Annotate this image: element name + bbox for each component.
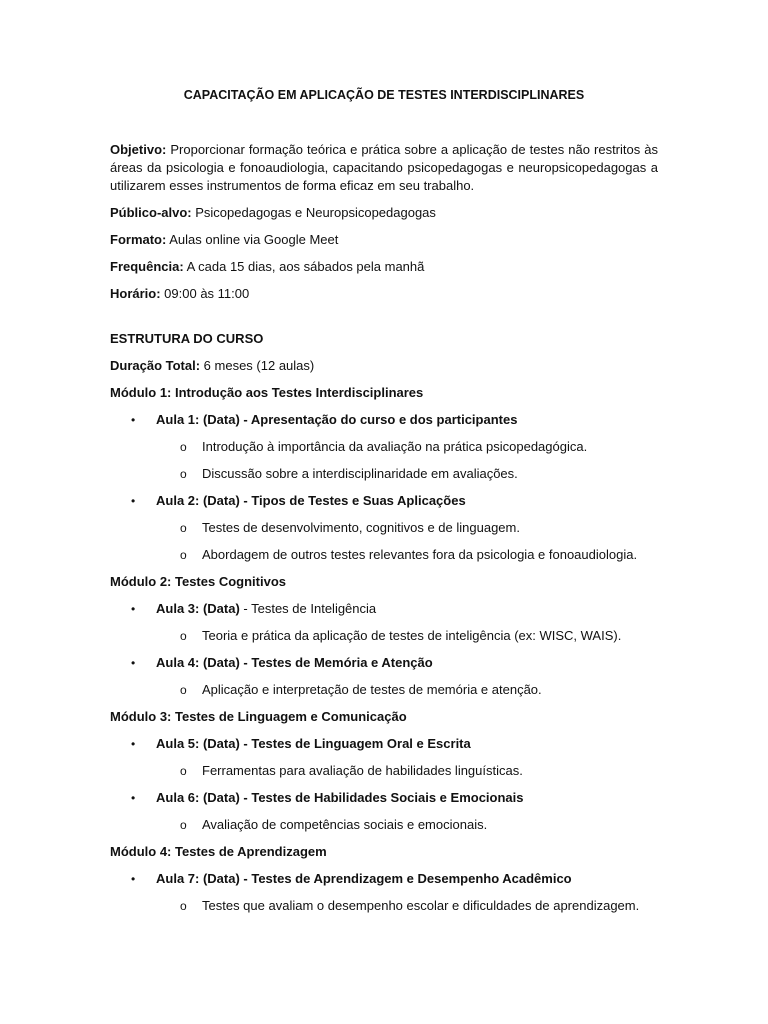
lesson-item xyxy=(110,735,658,780)
audience-line xyxy=(110,204,658,222)
circle-bullet-icon: o xyxy=(180,548,187,562)
lesson-list xyxy=(110,735,658,834)
format-label: Formato: xyxy=(110,232,167,247)
bullet-icon: • xyxy=(131,494,136,508)
topic-list xyxy=(156,681,658,699)
topic-item xyxy=(110,816,658,834)
lesson-title: Aula 2: (Data) - Tipos de Testes e Suas Aplicações xyxy=(156,493,466,508)
audience-text: Psicopedagogas e Neuropsicopedagogas xyxy=(191,205,436,220)
topic-item xyxy=(110,465,658,483)
bullet-icon: • xyxy=(131,413,136,427)
topic-item xyxy=(110,762,658,780)
topic-text: Abordagem de outros testes relevantes fora da psicologia e fonoaudiologia. xyxy=(202,547,638,562)
lesson-title: Aula 1: (Data) - Apresentação do curso e dos participantes xyxy=(156,412,518,427)
audience-label: Público-alvo: xyxy=(110,205,192,220)
lesson-list xyxy=(110,411,658,564)
circle-bullet-icon: o xyxy=(180,521,187,535)
topic-list xyxy=(156,438,658,483)
module-title: Módulo 3: Testes de Linguagem e Comunicação xyxy=(110,709,407,724)
document-content xyxy=(110,86,658,924)
schedule-line xyxy=(110,285,658,303)
duration-label: Duração Total: xyxy=(110,358,201,373)
lesson-item xyxy=(110,600,658,645)
topic-item xyxy=(110,519,658,537)
duration-text: 6 meses (12 aulas) xyxy=(200,358,315,373)
topic-text: Introdução à importância da avaliação na prática psicopedagógica. xyxy=(202,439,588,454)
frequency-label: Frequência: xyxy=(110,259,184,274)
circle-bullet-icon: o xyxy=(180,467,187,481)
bullet-icon: • xyxy=(131,656,136,670)
lesson-title: Aula 7: (Data) - Testes de Aprendizagem e Desempenho Acadêmico xyxy=(156,871,572,886)
topic-list xyxy=(156,762,658,780)
lesson-item xyxy=(110,870,658,915)
bullet-icon: • xyxy=(131,602,136,616)
module-title: Módulo 2: Testes Cognitivos xyxy=(110,574,286,589)
objective-paragraph xyxy=(110,141,658,195)
lesson-title: Aula 4: (Data) - Testes de Memória e Atenção xyxy=(156,655,433,670)
lesson-list xyxy=(110,600,658,699)
lesson-item xyxy=(110,654,658,699)
circle-bullet-icon: o xyxy=(180,440,187,454)
topic-item xyxy=(110,438,658,456)
topic-item xyxy=(110,897,658,915)
topic-item xyxy=(110,681,658,699)
lesson-title: Aula 3: (Data) xyxy=(156,601,240,616)
topic-text: Testes que avaliam o desempenho escolar e dificuldades de aprendizagem. xyxy=(202,898,640,913)
lesson-item xyxy=(110,492,658,564)
frequency-line xyxy=(110,258,658,276)
topic-text: Ferramentas para avaliação de habilidades linguísticas. xyxy=(202,763,523,778)
topic-list xyxy=(156,897,658,915)
format-line xyxy=(110,231,658,249)
schedule-label: Horário: xyxy=(110,286,161,301)
topic-list xyxy=(156,627,658,645)
topic-text: Teoria e prática da aplicação de testes de inteligência (ex: WISC, WAIS). xyxy=(202,628,622,643)
topic-list xyxy=(156,519,658,564)
objective-label: Objetivo: xyxy=(110,142,167,157)
circle-bullet-icon: o xyxy=(180,899,187,913)
circle-bullet-icon: o xyxy=(180,818,187,832)
frequency-text: A cada 15 dias, aos sábados pela manhã xyxy=(183,259,425,274)
topic-list xyxy=(156,816,658,834)
lesson-item xyxy=(110,789,658,834)
lesson-title: Aula 5: (Data) - Testes de Linguagem Oral e Escrita xyxy=(156,736,471,751)
structure-heading: ESTRUTURA DO CURSO xyxy=(110,331,264,346)
topic-text: Aplicação e interpretação de testes de memória e atenção. xyxy=(202,682,542,697)
topic-text: Testes de desenvolvimento, cognitivos e de linguagem. xyxy=(202,520,520,535)
lesson-item xyxy=(110,411,658,483)
bullet-icon: • xyxy=(131,737,136,751)
topic-text: Avaliação de competências sociais e emocionais. xyxy=(202,817,488,832)
lesson-subtitle: - Testes de Inteligência xyxy=(239,601,377,616)
topic-item xyxy=(110,546,658,564)
topic-text: Discussão sobre a interdisciplinaridade em avaliações. xyxy=(202,466,518,481)
format-text: Aulas online via Google Meet xyxy=(166,232,339,247)
bullet-icon: • xyxy=(131,872,136,886)
modules-list xyxy=(110,384,658,915)
lesson-title: Aula 6: (Data) - Testes de Habilidades Sociais e Emocionais xyxy=(156,790,524,805)
circle-bullet-icon: o xyxy=(180,683,187,697)
circle-bullet-icon: o xyxy=(180,764,187,778)
lesson-list xyxy=(110,870,658,915)
objective-text: Proporcionar formação teórica e prática sobre a aplicação de testes não restritos às áreas da psicologia e fonoaudiologia, capacitando psicopedagogas e neuropsicopedagogas a utilizarem esses instrumentos de forma eficaz em seu trabalho. xyxy=(110,142,658,193)
schedule-text: 09:00 às 11:00 xyxy=(160,286,250,301)
document-title: CAPACITAÇÃO EM APLICAÇÃO DE TESTES INTERDISCIPLINARES xyxy=(183,88,585,102)
module-title: Módulo 1: Introdução aos Testes Interdisciplinares xyxy=(110,385,424,400)
topic-item xyxy=(110,627,658,645)
module-title: Módulo 4: Testes de Aprendizagem xyxy=(110,844,327,859)
circle-bullet-icon: o xyxy=(180,629,187,643)
bullet-icon: • xyxy=(131,791,136,805)
duration-line xyxy=(110,357,658,375)
